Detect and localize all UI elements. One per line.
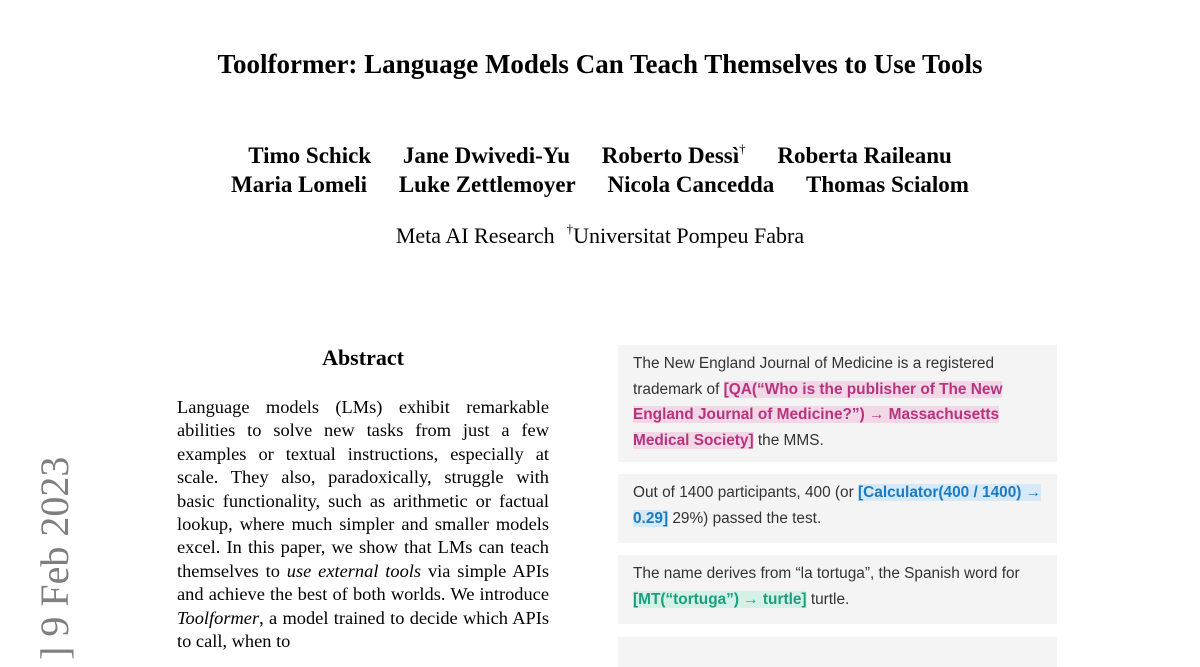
qa-api-call: [QA(“Who is the publisher of The New England Journal of Medicine?”) → Massachusetts Medical Society] [633,380,1003,449]
author-name: Maria Lomeli [231,172,368,197]
author-name-with-mark [602,143,746,168]
affiliation-mark: † [739,141,746,156]
mt-api-call: [MT(“tortuga”) → turtle] [633,590,807,608]
affiliation-meta: Meta AI Research [395,223,555,248]
abstract-emphasis: use external tools [286,560,422,581]
author-name: Luke Zettlemoyer [398,172,576,197]
abstract-body [177,396,549,653]
author-name: Roberta Raileanu [777,143,952,168]
calculator-api-call: [Calculator(400 / 1400) → 0.29] [633,484,1042,527]
abstract-text: , a model trained to decide which APIs to call, when to [177,607,549,652]
author-name: Timo Schick [248,143,372,168]
example-mt [618,555,1057,624]
example-box-partial [618,637,1057,667]
author-name: Roberto Dessì [601,143,740,168]
abstract-text: via simple APIs and achieve the best of both worlds. We introduce [177,560,549,605]
example-text: 29%) passed the test. [668,509,822,527]
author-list-row-1 [0,134,1200,171]
affiliation-mark: † [566,221,574,236]
abstract-text: Language models (LMs) exhibit remarkable abilities to solve new tasks from just a few examples or textual instructions, especially at scale. They also, paradoxically, struggle with basic functionality, such as arithmetic or factual lookup, where much simpler and smaller models excel. In this paper, we show that LMs can teach themselves to [177,397,549,581]
affiliations [0,214,1200,251]
example-text: The New England Journal of Medicine is a registered trademark of [633,355,995,398]
author-name: Jane Dwivedi-Yu [402,143,571,168]
abstract-emphasis: Toolformer [177,607,260,628]
author-name: Thomas Scialom [806,172,969,197]
example-text: turtle. [806,590,850,608]
example-text: the MMS. [753,431,824,449]
arxiv-side-stamp: ] 9 Feb 2023 [32,456,77,660]
author-name: Nicola Cancedda [607,172,775,197]
affiliation-upf: Universitat Pompeu Fabra [573,223,805,248]
author-list-row-2 [0,170,1200,200]
example-text: Out of 1400 participants, 400 (or [633,484,859,501]
example-calculator [618,474,1057,543]
example-qa [618,345,1057,462]
example-text: The name derives from “la tortuga”, the Spanish word for [633,565,1020,582]
abstract-heading: Abstract [322,345,404,370]
paper-title: Toolformer: Language Models Can Teach Themselves to Use Tools [217,49,983,79]
